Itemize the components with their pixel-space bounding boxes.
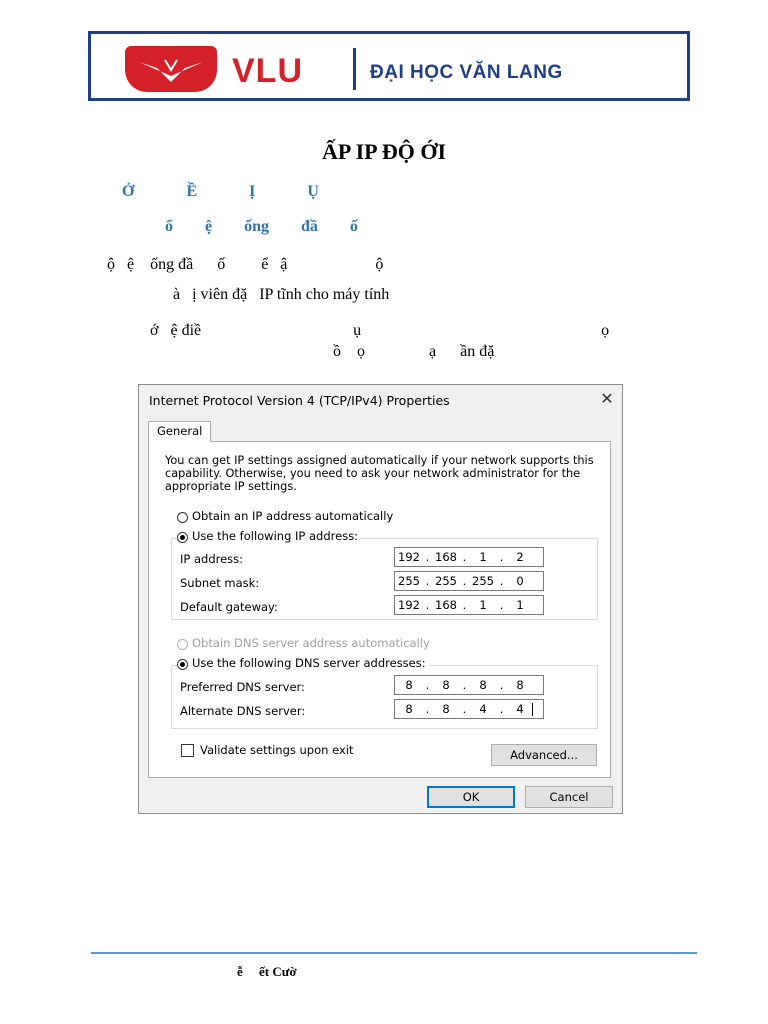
use-following-dns-label: Use the following DNS server addresses:: [192, 656, 429, 670]
validate-checkbox[interactable]: [181, 744, 194, 757]
ip-octet: 2: [516, 550, 524, 564]
logo-separator: [353, 48, 356, 90]
subsection-heading: ổ ệ ống đầ ố: [165, 218, 358, 235]
ip-octet: 192: [398, 550, 420, 564]
ip-dot: .: [462, 598, 467, 612]
preferred-dns-label: Preferred DNS server:: [180, 680, 305, 694]
ip-octet: 255: [398, 574, 420, 588]
brand-name: VLU: [232, 52, 303, 90]
section-heading: Ở Ề Ị Ụ: [122, 183, 319, 200]
ip-dot: .: [462, 550, 467, 564]
ip-octet: 255: [472, 574, 494, 588]
general-panel: [148, 441, 611, 778]
ip-octet: 168: [435, 550, 457, 564]
paragraph-line-4: ồ ọ ạ ần đặ: [333, 343, 495, 360]
ip-dot: .: [499, 678, 504, 692]
logo-wings-icon: [125, 46, 217, 92]
ip-octet: 8: [442, 702, 450, 716]
vlu-logo-emblem: [125, 46, 217, 92]
preferred-dns-input[interactable]: [394, 675, 544, 695]
footer-divider: [91, 952, 697, 954]
ip-octet: 4: [516, 702, 524, 716]
ip-dot: .: [462, 574, 467, 588]
ip-dot: .: [499, 598, 504, 612]
use-following-dns-radio[interactable]: [177, 659, 188, 670]
alternate-dns-label: Alternate DNS server:: [180, 704, 306, 718]
paragraph-line-1: ộ ệ ống đầ ố ể ậ ộ: [107, 256, 384, 273]
obtain-dns-auto-radio[interactable]: [177, 639, 188, 650]
ip-octet: 192: [398, 598, 420, 612]
ip-dot: .: [425, 550, 430, 564]
ip-dot: .: [499, 550, 504, 564]
ip-address-label: IP address:: [180, 552, 244, 566]
ip-octet: 1: [516, 598, 524, 612]
ipv4-properties-dialog: [138, 384, 623, 814]
cancel-button[interactable]: Cancel: [525, 786, 613, 808]
validate-label: Validate settings upon exit: [200, 743, 354, 757]
ip-dot: .: [499, 574, 504, 588]
dialog-description: You can get IP settings assigned automatically if your network supports this capability. Otherwise, you need to ask your network administrator for the appropriate IP settings.: [165, 454, 594, 493]
ip-dot: .: [425, 598, 430, 612]
ip-octet: 1: [479, 550, 487, 564]
close-icon[interactable]: ✕: [600, 389, 614, 408]
dialog-title: Internet Protocol Version 4 (TCP/IPv4) Properties: [149, 393, 450, 408]
ip-dot: .: [499, 702, 504, 716]
ip-octet: 8: [516, 678, 524, 692]
ip-octet: 0: [516, 574, 524, 588]
text-cursor: [532, 703, 533, 716]
ip-octet: 8: [405, 678, 413, 692]
ip-octet: 1: [479, 598, 487, 612]
use-following-ip-radio[interactable]: [177, 532, 188, 543]
ip-octet: 8: [442, 678, 450, 692]
obtain-ip-auto-label: Obtain an IP address automatically: [192, 509, 394, 523]
ip-octet: 4: [479, 702, 487, 716]
university-name: ĐẠI HỌC VĂN LANG: [370, 62, 563, 83]
ip-dot: .: [425, 702, 430, 716]
ip-octet: 168: [435, 598, 457, 612]
alternate-dns-input[interactable]: [394, 699, 544, 719]
default-gateway-label: Default gateway:: [180, 600, 278, 614]
subnet-mask-input[interactable]: [394, 571, 544, 591]
subnet-mask-label: Subnet mask:: [180, 576, 260, 590]
ip-dot: .: [462, 678, 467, 692]
obtain-ip-auto-radio[interactable]: [177, 512, 188, 523]
ip-dot: .: [425, 574, 430, 588]
ip-address-input[interactable]: [394, 547, 544, 567]
default-gateway-input[interactable]: [394, 595, 544, 615]
use-following-ip-label: Use the following IP address:: [192, 529, 361, 543]
ip-dot: .: [425, 678, 430, 692]
footer-author: ễ ết Cườ: [237, 964, 297, 979]
paragraph-line-3: ớ ệ điề ụ ọ: [150, 322, 610, 339]
ok-button[interactable]: OK: [427, 786, 515, 808]
ip-octet: 255: [435, 574, 457, 588]
advanced-button[interactable]: Advanced...: [491, 744, 597, 766]
tab-general[interactable]: General: [148, 421, 211, 442]
ip-dot: .: [462, 702, 467, 716]
page-title: ẤP IP ĐỘ ỚI: [321, 139, 447, 164]
obtain-dns-auto-label: Obtain DNS server address automatically: [192, 636, 430, 650]
paragraph-line-2: à ị viên đặ IP tĩnh cho máy tính: [173, 286, 390, 303]
ip-octet: 8: [479, 678, 487, 692]
ip-octet: 8: [405, 702, 413, 716]
